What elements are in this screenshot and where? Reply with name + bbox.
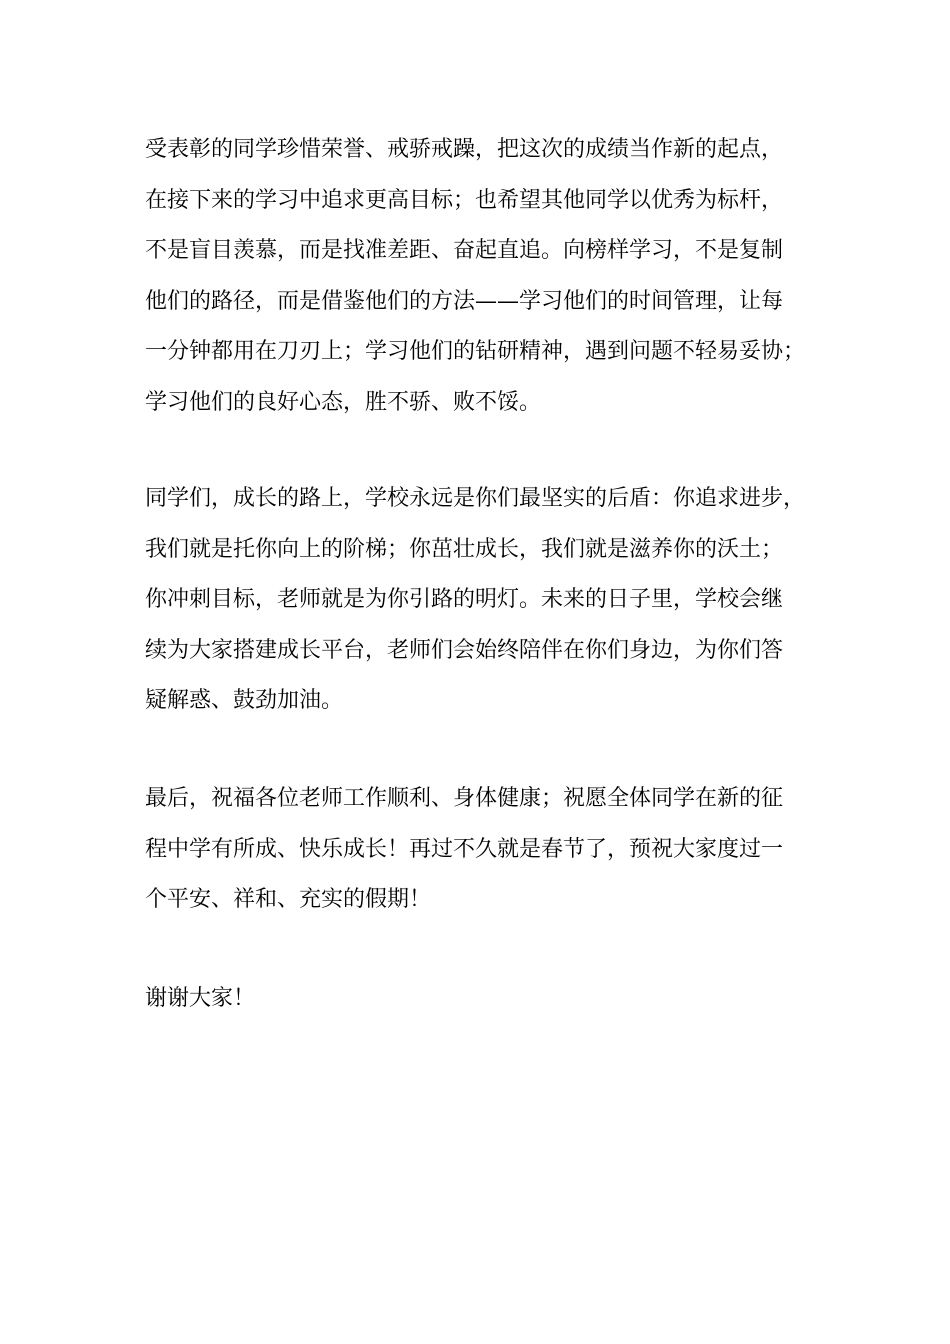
paragraph-line: 最后，祝福各位老师工作顺利、身体健康；祝愿全体同学在新的征	[145, 786, 784, 811]
paragraph-line: 在接下来的学习中追求更高目标；也希望其他同学以优秀为标杆，	[145, 187, 784, 213]
paragraph-line: 你冲刺目标，老师就是为你引路的明灯。未来的日子里，学校会继	[145, 587, 784, 612]
paragraph-wishes	[145, 774, 835, 926]
paragraph-line: 疑解惑、鼓劲加油。	[145, 688, 344, 713]
paragraph-line: 他们的路径，而是借鉴他们的方法——学习他们的时间管理，让每	[145, 288, 784, 314]
paragraph-closing	[145, 974, 835, 1025]
paragraph-line: 受表彰的同学珍惜荣誉、戒骄戒躁，把这次的成绩当作新的起点，	[145, 137, 784, 162]
paragraph-line: 个平安、祥和、充实的假期！	[145, 887, 432, 912]
paragraph-line: 程中学有所成、快乐成长！再过不久就是春节了，预祝大家度过一	[145, 836, 784, 862]
paragraph-line: 同学们，成长的路上，学校永远是你们最坚实的后盾：你追求进步，	[145, 486, 806, 511]
paragraph-line: 我们就是托你向上的阶梯；你茁壮成长，我们就是滋养你的沃土；	[145, 536, 784, 562]
paragraph-line: 不是盲目羡慕，而是找准差距、奋起直追。向榜样学习，不是复制	[145, 238, 784, 263]
paragraph-line: 谢谢大家！	[145, 986, 256, 1011]
paragraph-school-support	[145, 474, 835, 727]
paragraph-line: 续为大家搭建成长平台，老师们会始终陪伴在你们身边，为你们答	[145, 637, 784, 663]
paragraph-commendation	[145, 125, 835, 428]
paragraph-line: 一分钟都用在刀刃上；学习他们的钻研精神，遇到问题不轻易妥协；	[145, 339, 806, 364]
paragraph-line: 学习他们的良好心态，胜不骄、败不馁。	[145, 389, 542, 415]
